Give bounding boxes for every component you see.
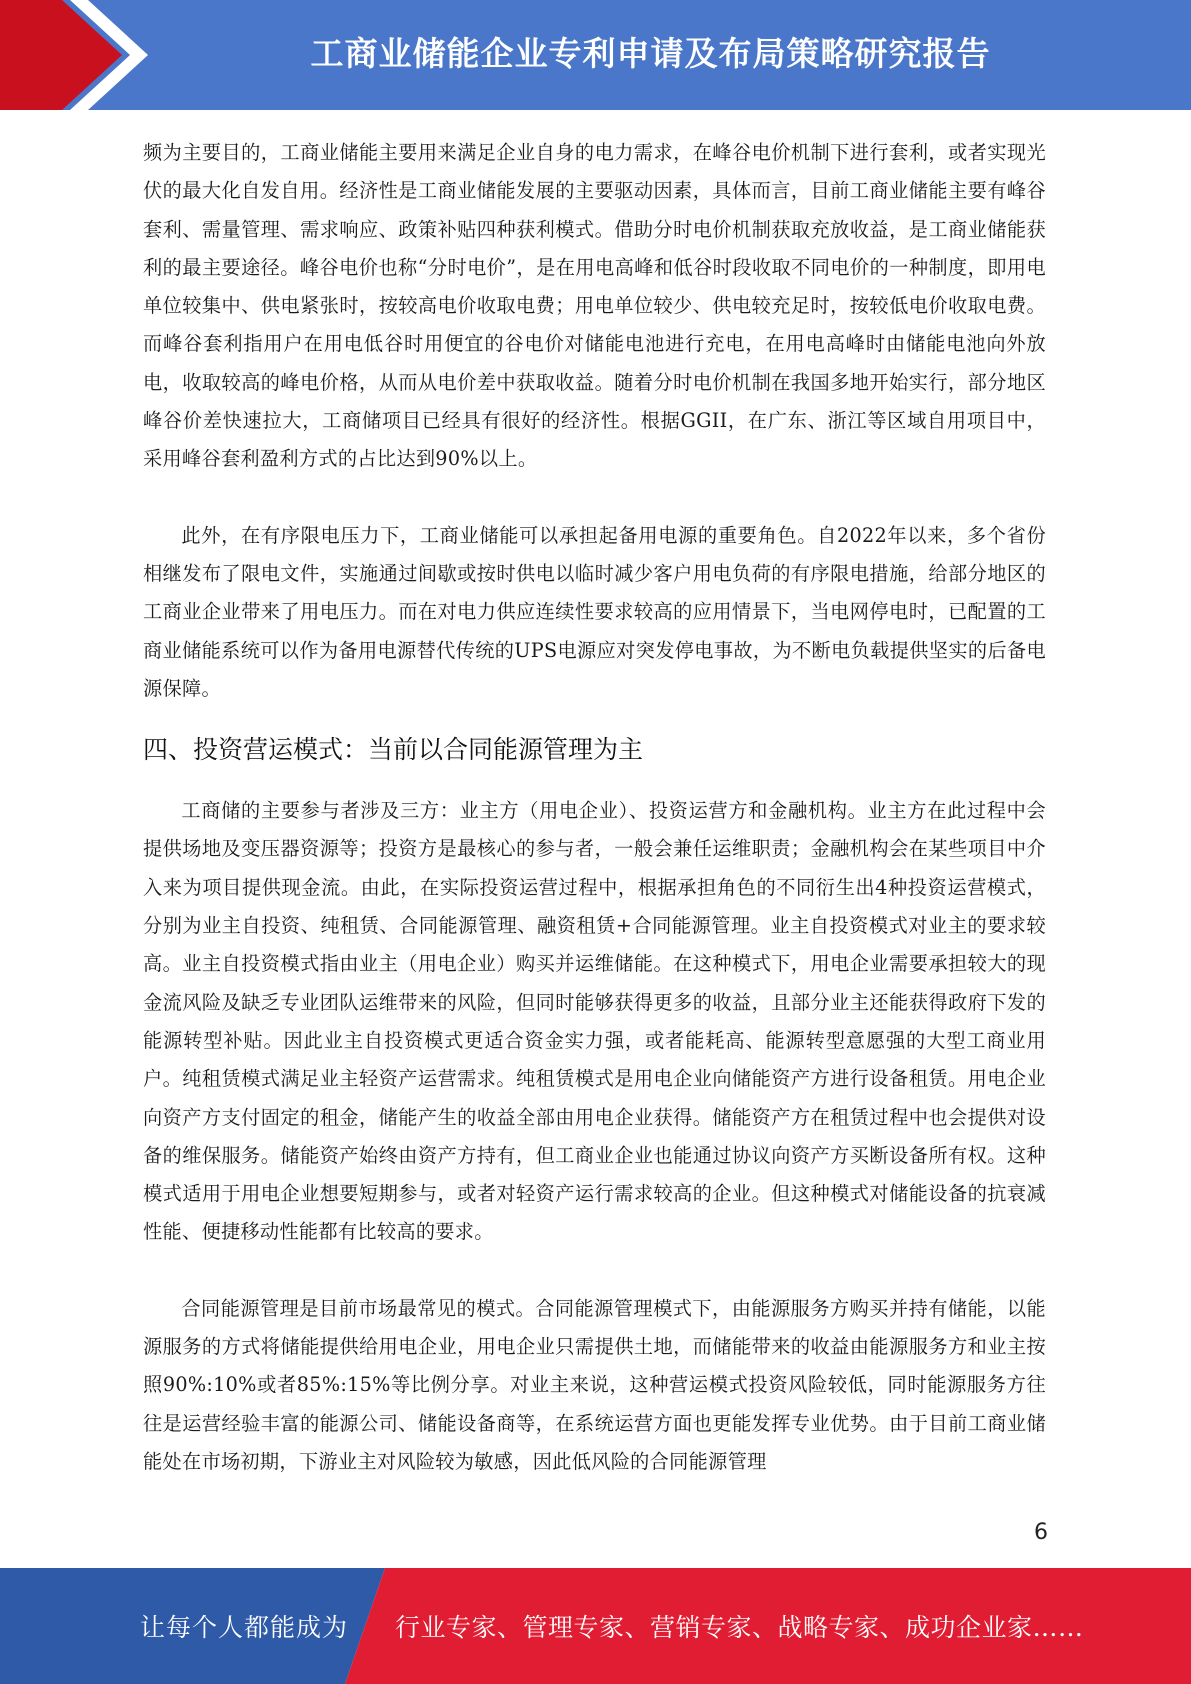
main-content	[143, 134, 1046, 1481]
paragraph-4: 合同能源管理是目前市场最常见的模式。合同能源管理模式下，由能源服务方购买并持有储能，以能源服务的方式将储能提供给用电企业，用电企业只需提供土地，而储能带来的收益由能源服务方和业主按照90%:10%或者85%:15%等比例分享。对业主来说，这种营运模式投资风险较低，同时能源服务方往往是运营经验丰富的能源公司、储能设备商等，在系统运营方面也更能发挥专业优势。由于目前工商业储能处在市场初期，下游业主对风险较为敏感，因此低风险的合同能源管理	[143, 1296, 1046, 1473]
header-arrow-decoration	[0, 0, 160, 110]
footer-slogan-left: 让每个人都能成为	[140, 1613, 349, 1642]
page-footer	[0, 1568, 1191, 1684]
paragraph-1: 频为主要目的，工商业储能主要用来满足企业自身的电力需求，在峰谷电价机制下进行套利，或者实现光伏的最大化自发自用。经济性是工商业储能发展的主要驱动因素，具体而言，目前工商业储能主要有峰谷套利、需量管理、需求响应、政策补贴四种获利模式。借助分时电价机制获取充放收益，是工商业储能获利的最主要途径。峰谷电价也称“分时电价”，是在用电高峰和低谷时段收取不同电价的一种制度，即用电单位较集中、供电紧张时，按较高电价收取电费；用电单位较少、供电较充足时，按较低电价收取电费。而峰谷套利指用户在用电低谷时用便宜的谷电价对储能电池进行充电，在用电高峰时由储能电池向外放电，收取较高的峰电价格，从而从电价差中获取收益。随着分时电价机制在我国多地开始实行，部分地区峰谷价差快速拉大，工商储项目已经具有很好的经济性。根据GGII，在广东、浙江等区域自用项目中，采用峰谷套利盈利方式的占比达到90%以上。	[143, 141, 1046, 471]
section-heading: 四、投资营运模式：当前以合同能源管理为主	[143, 735, 644, 765]
page-header	[0, 0, 1191, 110]
page-number: 6	[1034, 1520, 1048, 1545]
report-title: 工商业储能企业专利申请及布局策略研究报告	[310, 34, 991, 73]
footer-slogan-right: 行业专家、管理专家、营销专家、战略专家、成功企业家……	[395, 1613, 1084, 1642]
paragraph-2: 此外，在有序限电压力下，工商业储能可以承担起备用电源的重要角色。自2022年以来，多个省份相继发布了限电文件，实施通过间歇或按时供电以临时减少客户用电负荷的有序限电措施，给部分地区的工商业企业带来了用电压力。而在对电力供应连续性要求较高的应用情景下，当电网停电时，已配置的工商业储能系统可以作为备用电源替代传统的UPS电源应对突发停电事故，为不断电负载提供坚实的后备电源保障。	[143, 523, 1046, 700]
paragraph-3: 工商储的主要参与者涉及三方：业主方（用电企业）、投资运营方和金融机构。业主方在此过程中会提供场地及变压器资源等；投资方是最核心的参与者，一般会兼任运维职责；金融机构会在某些项目中介入来为项目提供现金流。由此，在实际投资运营过程中，根据承担角色的不同衍生出4种投资运营模式，分别为业主自投资、纯租赁、合同能源管理、融资租赁+合同能源管理。业主自投资模式对业主的要求较高。业主自投资模式指由业主（用电企业）购买并运维储能。在这种模式下，用电企业需要承担较大的现金流风险及缺乏专业团队运维带来的风险，但同时能够获得更多的收益，且部分业主还能获得政府下发的能源转型补贴。因此业主自投资模式更适合资金实力强，或者能耗高、能源转型意愿强的大型工商业用户。纯租赁模式满足业主轻资产运营需求。纯租赁模式是用电企业向储能资产方进行设备租赁。用电企业向资产方支付固定的租金，储能产生的收益全部由用电企业获得。储能资产方在租赁过程中也会提供对设备的维保服务。储能资产始终由资产方持有，但工商业企业也能通过协议向资产方买断设备所有权。这种模式适用于用电企业想要短期参与，或者对轻资产运行需求较高的企业。但这种模式对储能设备的抗衰减性能、便捷移动性能都有比较高的要求。	[143, 799, 1046, 1244]
